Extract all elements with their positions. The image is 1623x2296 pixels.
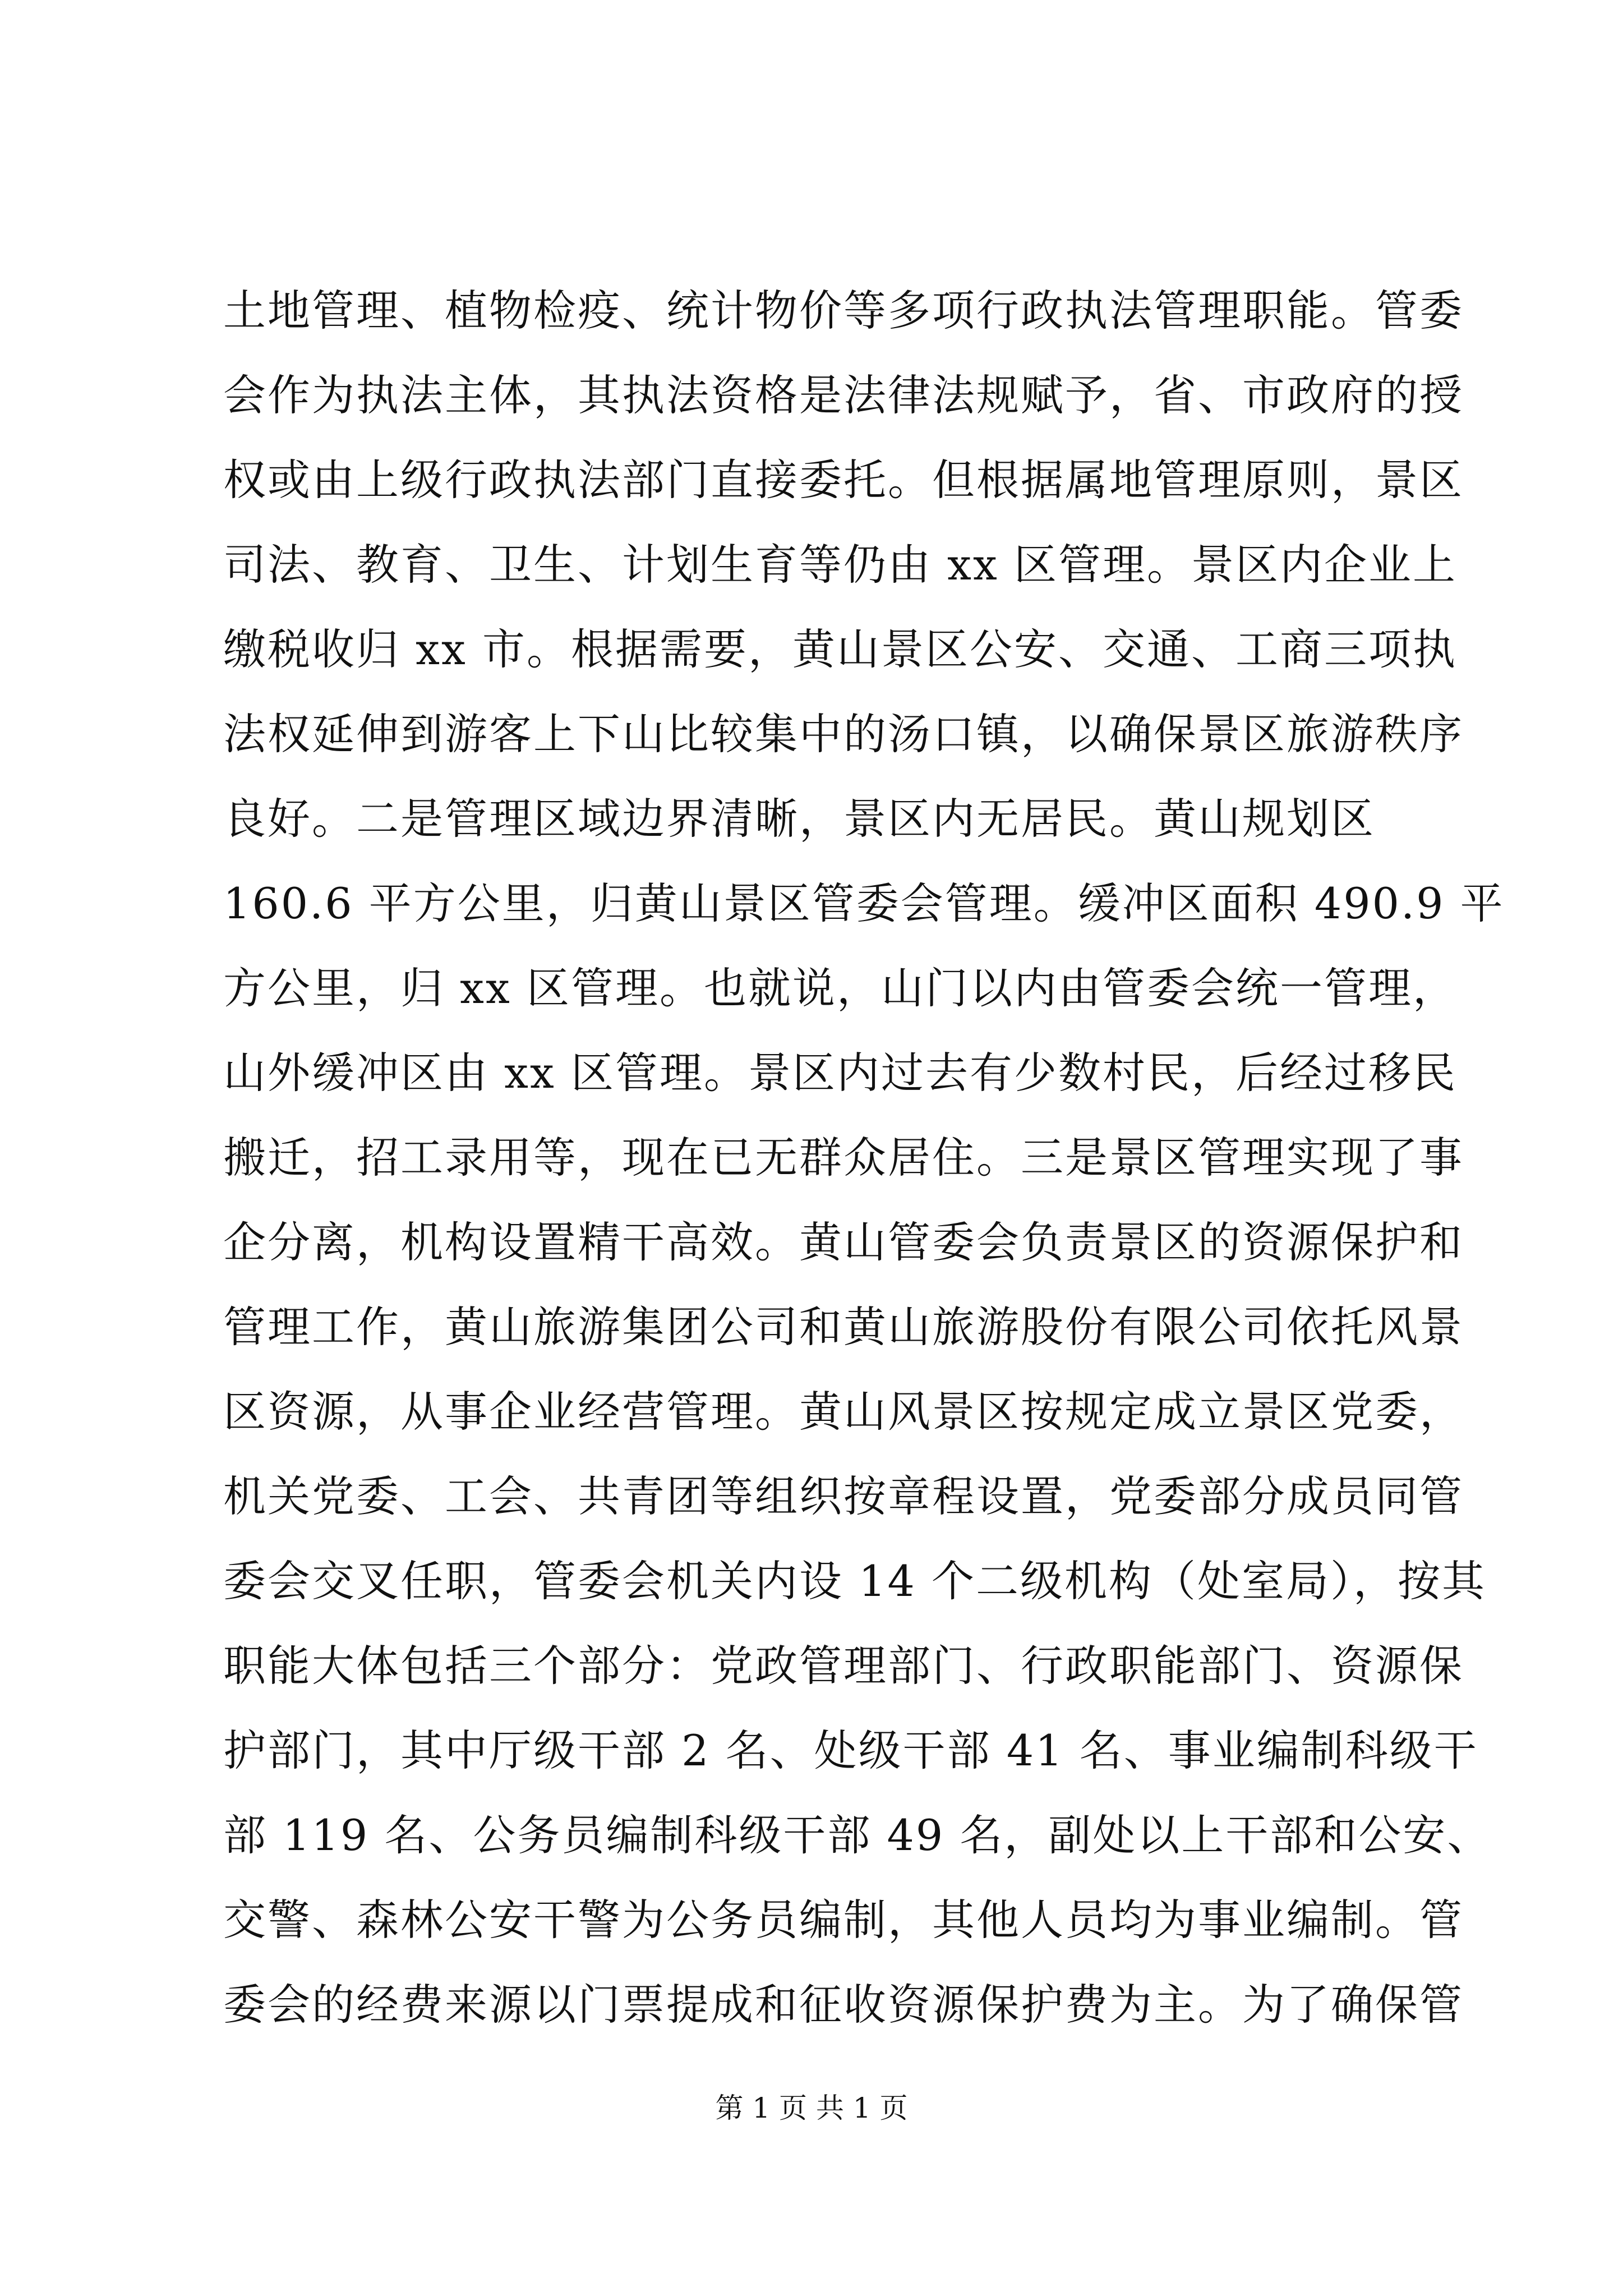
- text-line: 职能大体包括三个部分：党政管理部门、行政职能部门、资源保: [223, 1641, 1464, 1691]
- page-footer: 第 1 页 共 1 页: [715, 2092, 908, 2124]
- text-line: 交警、森林公安干警为公务员编制，其他人员均为事业编制。管: [223, 1895, 1464, 1945]
- text-line: 160.6 平方公里，归黄山景区管委会管理。缓冲区面积 490.9 平: [223, 878, 1505, 928]
- text-line: 法权延伸到游客上下山比较集中的汤口镇，以确保景区旅游秩序: [223, 709, 1464, 759]
- text-line: 良好。二是管理区域边界清晰，景区内无居民。黄山规划区: [223, 794, 1375, 844]
- text-line: 区资源，从事企业经营管理。黄山风景区按规定成立景区党委，: [223, 1387, 1464, 1437]
- text-line: 委会交叉任职，管委会机关内设 14 个二级机构（处室局），按其: [223, 1556, 1487, 1606]
- text-line: 护部门，其中厅级干部 2 名、处级干部 41 名、事业编制科级干: [223, 1726, 1478, 1775]
- text-line: 山外缓冲区由 xx 区管理。景区内过去有少数村民，后经过移民: [223, 1048, 1458, 1098]
- text-line: 搬迁，招工录用等，现在已无群众居住。三是景区管理实现了事: [223, 1133, 1464, 1182]
- text-line: 企分离，机构设置精干高效。黄山管委会负责景区的资源保护和: [223, 1217, 1464, 1267]
- text-line: 权或由上级行政执法部门直接委托。但根据属地管理原则，景区: [223, 455, 1464, 505]
- text-line: 会作为执法主体，其执法资格是法律法规赋予，省、市政府的授: [223, 370, 1464, 420]
- body-text: [223, 268, 1505, 2047]
- text-line: 部 119 名、公务员编制科级干部 49 名，副处以上干部和公安、: [223, 1810, 1492, 1860]
- text-line: 机关党委、工会、共青团等组织按章程设置，党委部分成员同管: [223, 1471, 1464, 1521]
- text-line: 委会的经费来源以门票提成和征收资源保护费为主。为了确保管: [223, 1980, 1464, 2030]
- text-line: 缴税收归 xx 市。根据需要，黄山景区公安、交通、工商三项执: [223, 624, 1458, 674]
- text-line: 司法、教育、卫生、计划生育等仍由 xx 区管理。景区内企业上: [223, 540, 1458, 590]
- text-line: 方公里，归 xx 区管理。也就说，山门以内由管委会统一管理，: [223, 963, 1458, 1013]
- text-line: 管理工作，黄山旅游集团公司和黄山旅游股份有限公司依托风景: [223, 1302, 1464, 1352]
- text-line: 土地管理、植物检疫、统计物价等多项行政执法管理职能。管委: [223, 286, 1464, 335]
